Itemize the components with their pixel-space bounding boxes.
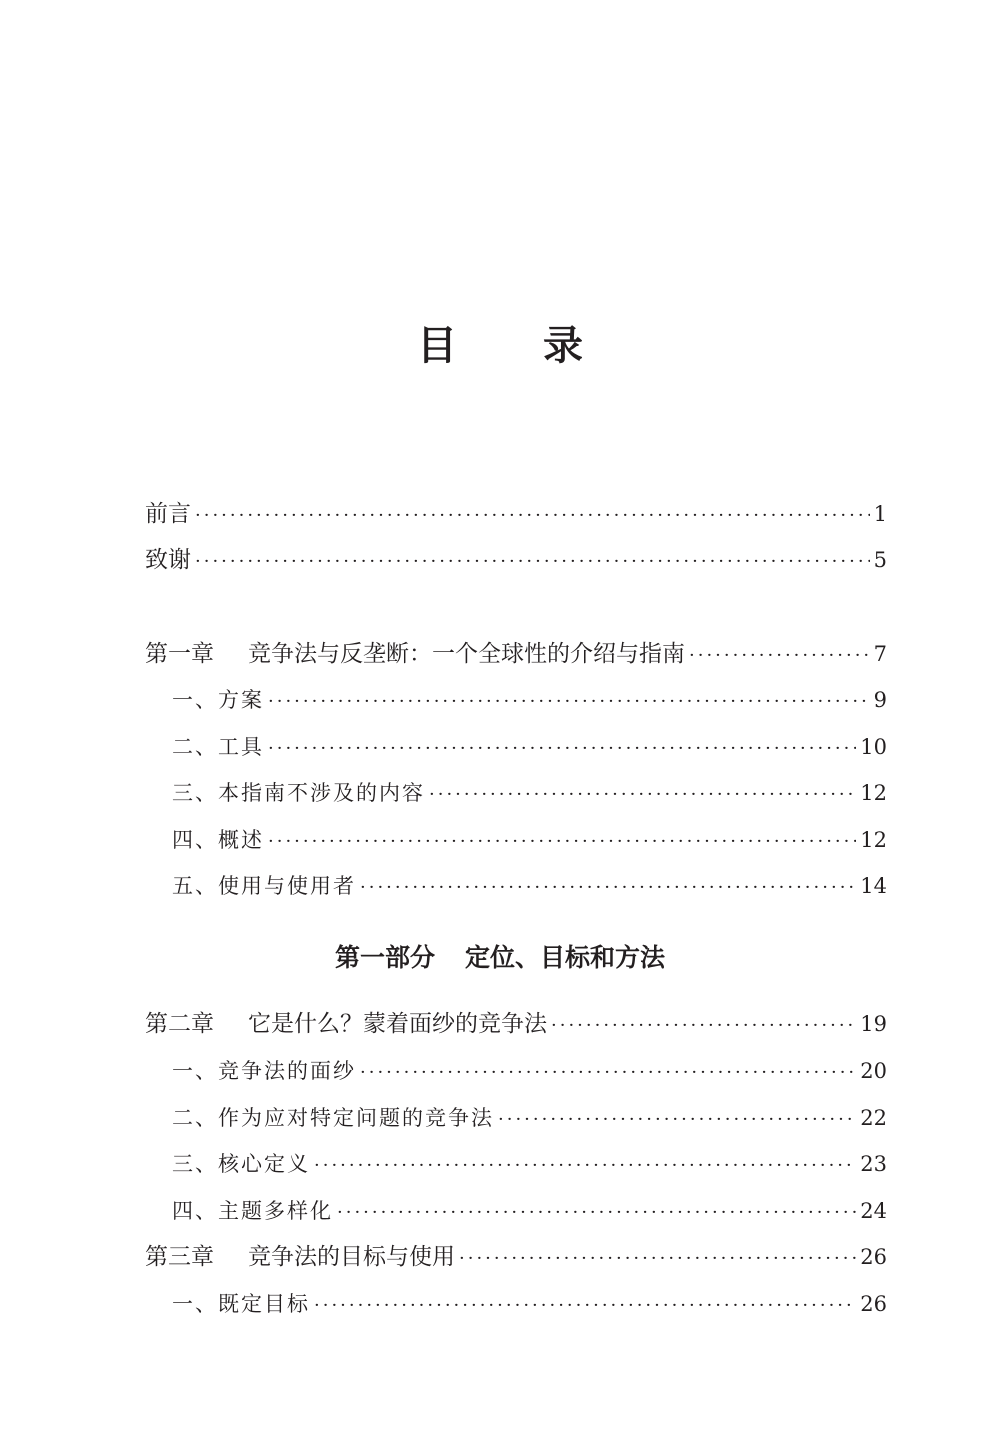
toc-leader	[689, 640, 870, 672]
toc-leader	[314, 1150, 856, 1182]
toc-entry-page: 12	[860, 828, 887, 852]
toc-entry-label: 致谢	[145, 547, 191, 573]
toc-leader	[268, 826, 856, 858]
toc-title-char-1: 目	[417, 323, 457, 369]
toc-leader	[360, 872, 856, 904]
toc-entry-preface[interactable]	[145, 498, 887, 532]
toc-title	[0, 318, 1000, 374]
toc-chapter-3[interactable]	[145, 1241, 887, 1275]
toc-leader	[268, 733, 856, 765]
toc-section[interactable]	[172, 1288, 887, 1322]
toc-entry-page: 20	[860, 1059, 887, 1083]
toc-entry-page: 10	[860, 735, 887, 759]
toc-leader	[360, 1057, 856, 1089]
toc-section[interactable]	[172, 777, 887, 811]
toc-entry-page: 5	[873, 548, 887, 572]
toc-chapter-title: 它是什么？蒙着面纱的竞争法	[248, 1011, 547, 1037]
toc-section-label: 三、核心定义	[172, 1152, 310, 1176]
toc-part-number: 第一部分	[334, 943, 435, 972]
toc-chapter-1[interactable]	[145, 638, 887, 672]
toc-section-label: 五、使用与使用者	[172, 874, 356, 898]
toc-leader	[195, 546, 870, 578]
toc-section[interactable]	[172, 1195, 887, 1229]
toc-leader	[429, 779, 856, 811]
toc-section-label: 二、作为应对特定问题的竞争法	[172, 1106, 494, 1130]
toc-part-title: 定位、目标和方法	[465, 943, 666, 972]
toc-entry-page: 14	[860, 874, 887, 898]
toc-leader	[314, 1290, 856, 1322]
toc-section-label: 二、工具	[172, 735, 264, 759]
toc-entry-page: 26	[860, 1245, 887, 1269]
toc-section-label: 四、主题多样化	[172, 1199, 333, 1223]
toc-chapter-number: 第一章	[145, 641, 214, 667]
toc-section-label: 四、概述	[172, 828, 264, 852]
toc-entry-page: 1	[873, 502, 887, 526]
toc-entry-page: 7	[873, 642, 887, 666]
toc-title-char-2: 录	[543, 323, 583, 369]
toc-section-label: 一、方案	[172, 688, 264, 712]
toc-leader	[498, 1104, 856, 1136]
toc-section-label: 三、本指南不涉及的内容	[172, 781, 425, 805]
toc-section[interactable]	[172, 824, 887, 858]
toc-entry-page: 24	[860, 1199, 887, 1223]
toc-section[interactable]	[172, 1102, 887, 1136]
toc-chapter-number: 第三章	[145, 1244, 214, 1270]
toc-section[interactable]	[172, 870, 887, 904]
toc-section-label: 一、既定目标	[172, 1292, 310, 1316]
toc-leader	[459, 1243, 856, 1275]
toc-leader	[195, 500, 870, 532]
toc-entry-page: 9	[873, 688, 887, 712]
toc-entry-page: 26	[860, 1292, 887, 1316]
toc-entry-page: 23	[860, 1152, 887, 1176]
toc-entry-acknowledgements[interactable]	[145, 544, 887, 578]
toc-chapter-2[interactable]	[145, 1008, 887, 1042]
toc-leader	[337, 1197, 856, 1229]
toc-section[interactable]	[172, 684, 887, 718]
toc-section-label: 一、竞争法的面纱	[172, 1059, 356, 1083]
toc-part-heading[interactable]	[0, 940, 1000, 976]
toc-leader	[551, 1010, 856, 1042]
toc-entry-label: 前言	[145, 501, 191, 527]
toc-chapter-title: 竞争法的目标与使用	[248, 1244, 455, 1270]
toc-section[interactable]	[172, 1148, 887, 1182]
toc-section[interactable]	[172, 1055, 887, 1089]
toc-entry-page: 22	[860, 1106, 887, 1130]
toc-entry-page: 19	[860, 1012, 887, 1036]
toc-section[interactable]	[172, 731, 887, 765]
toc-entry-page: 12	[860, 781, 887, 805]
toc-chapter-number: 第二章	[145, 1011, 214, 1037]
toc-leader	[268, 686, 870, 718]
toc-chapter-title: 竞争法与反垄断：一个全球性的介绍与指南	[248, 641, 685, 667]
